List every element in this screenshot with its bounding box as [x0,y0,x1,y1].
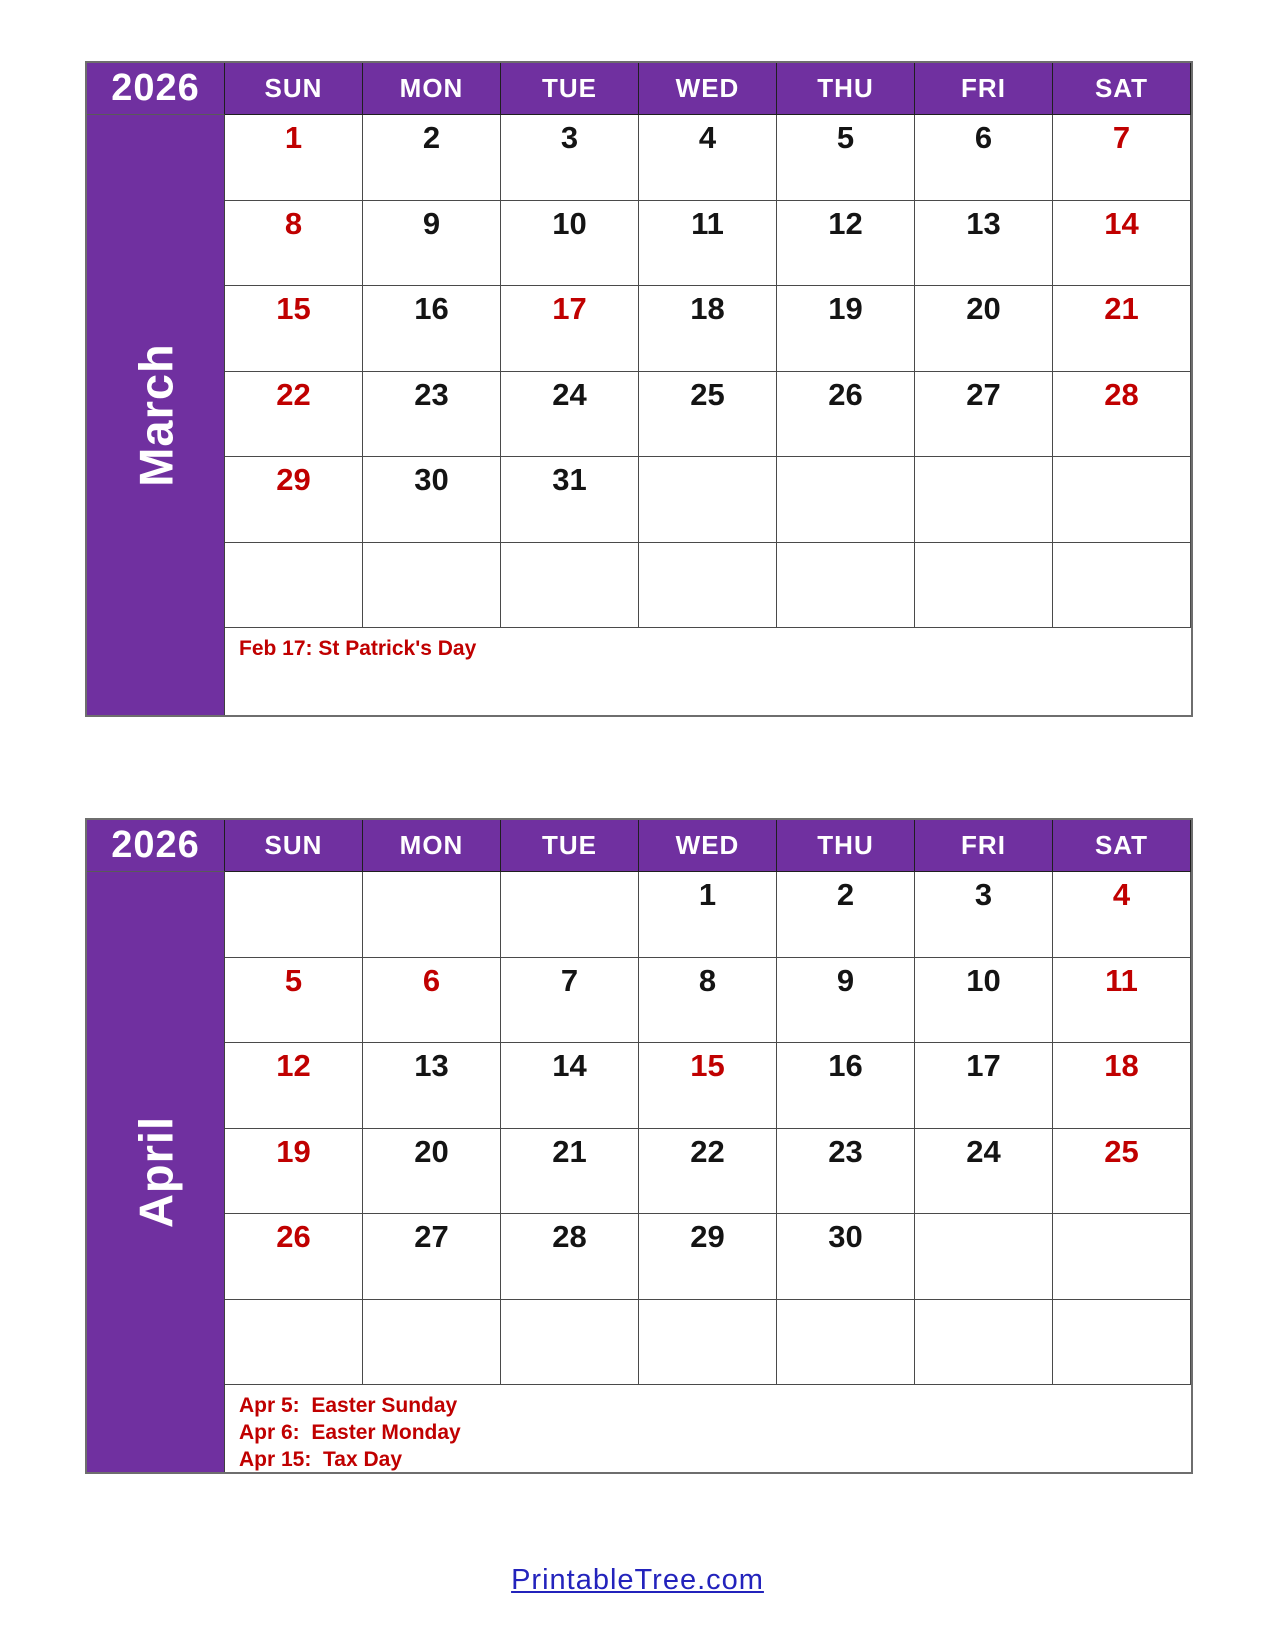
day-cell-april-4: 4 [1053,872,1191,958]
empty-day-cell [225,543,363,629]
day-cell-march-10: 10 [501,201,639,287]
day-cell-march-22: 22 [225,372,363,458]
weekday-header-wed: WED [639,63,777,115]
weekday-header-thu: THU [777,63,915,115]
day-cell-march-20: 20 [915,286,1053,372]
weekday-header-fri: FRI [915,820,1053,872]
day-cell-march-17: 17 [501,286,639,372]
day-cell-march-23: 23 [363,372,501,458]
day-cell-march-6: 6 [915,115,1053,201]
weekday-header-tue: TUE [501,63,639,115]
day-cell-march-11: 11 [639,201,777,287]
calendar-april [85,818,1193,1474]
day-cell-march-25: 25 [639,372,777,458]
day-cell-april-9: 9 [777,958,915,1044]
empty-day-cell [777,543,915,629]
day-cell-march-15: 15 [225,286,363,372]
weekday-header-fri: FRI [915,63,1053,115]
day-cell-march-12: 12 [777,201,915,287]
weekday-header-wed: WED [639,820,777,872]
empty-day-cell [777,457,915,543]
day-cell-march-13: 13 [915,201,1053,287]
weekday-header-sat: SAT [1053,820,1191,872]
year-cell-march: 2026 [87,63,225,115]
day-cell-march-19: 19 [777,286,915,372]
day-cell-march-3: 3 [501,115,639,201]
day-cell-march-28: 28 [1053,372,1191,458]
empty-day-cell [363,872,501,958]
empty-day-cell [1053,457,1191,543]
month-name-label: March [129,343,182,487]
holiday-notes-march [225,628,1191,715]
day-cell-april-27: 27 [363,1214,501,1300]
empty-day-cell [1053,1214,1191,1300]
weekday-header-tue: TUE [501,820,639,872]
holiday-notes-april [225,1385,1191,1472]
day-cell-april-29: 29 [639,1214,777,1300]
day-cell-april-25: 25 [1053,1129,1191,1215]
day-cell-march-24: 24 [501,372,639,458]
holiday-note: Apr 5: Easter Sunday [239,1394,458,1417]
holiday-note: Apr 15: Tax Day [239,1448,403,1471]
empty-day-cell [915,1300,1053,1386]
day-cell-march-16: 16 [363,286,501,372]
weekday-header-mon: MON [363,63,501,115]
day-cell-april-19: 19 [225,1129,363,1215]
weekday-header-sun: SUN [225,63,363,115]
weekday-header-sun: SUN [225,820,363,872]
empty-day-cell [639,543,777,629]
day-cell-march-30: 30 [363,457,501,543]
printabletree-link[interactable]: PrintableTree.com [511,1564,764,1596]
day-cell-april-24: 24 [915,1129,1053,1215]
day-cell-april-2: 2 [777,872,915,958]
empty-day-cell [501,543,639,629]
day-cell-march-18: 18 [639,286,777,372]
empty-day-cell [777,1300,915,1386]
month-sidebar-march [87,115,225,715]
day-cell-april-23: 23 [777,1129,915,1215]
day-cell-april-18: 18 [1053,1043,1191,1129]
day-cell-april-12: 12 [225,1043,363,1129]
empty-day-cell [639,1300,777,1386]
day-cell-march-7: 7 [1053,115,1191,201]
empty-day-cell [363,543,501,629]
day-cell-april-30: 30 [777,1214,915,1300]
day-cell-april-8: 8 [639,958,777,1044]
day-cell-april-5: 5 [225,958,363,1044]
day-cell-march-1: 1 [225,115,363,201]
day-cell-april-7: 7 [501,958,639,1044]
empty-day-cell [915,543,1053,629]
holiday-note: Apr 6: Easter Monday [239,1421,461,1444]
day-cell-march-9: 9 [363,201,501,287]
day-cell-april-14: 14 [501,1043,639,1129]
day-cell-march-26: 26 [777,372,915,458]
weekday-header-mon: MON [363,820,501,872]
day-cell-april-20: 20 [363,1129,501,1215]
day-cell-april-6: 6 [363,958,501,1044]
day-cell-april-21: 21 [501,1129,639,1215]
day-cell-april-26: 26 [225,1214,363,1300]
day-cell-march-21: 21 [1053,286,1191,372]
day-cell-march-31: 31 [501,457,639,543]
empty-day-cell [363,1300,501,1386]
holiday-note: Feb 17: St Patrick's Day [239,637,477,660]
day-cell-april-11: 11 [1053,958,1191,1044]
day-cell-april-17: 17 [915,1043,1053,1129]
empty-day-cell [225,872,363,958]
weekday-header-sat: SAT [1053,63,1191,115]
empty-day-cell [639,457,777,543]
footer [0,1564,1275,1597]
day-cell-april-28: 28 [501,1214,639,1300]
empty-day-cell [1053,1300,1191,1386]
empty-day-cell [915,1214,1053,1300]
empty-day-cell [501,872,639,958]
day-cell-march-29: 29 [225,457,363,543]
empty-day-cell [915,457,1053,543]
day-cell-april-15: 15 [639,1043,777,1129]
weekday-header-thu: THU [777,820,915,872]
day-cell-april-22: 22 [639,1129,777,1215]
day-cell-march-8: 8 [225,201,363,287]
empty-day-cell [501,1300,639,1386]
day-cell-april-1: 1 [639,872,777,958]
year-cell-april: 2026 [87,820,225,872]
day-cell-march-27: 27 [915,372,1053,458]
day-cell-march-5: 5 [777,115,915,201]
day-cell-april-3: 3 [915,872,1053,958]
month-name-label: April [129,1115,182,1229]
calendar-march [85,61,1193,717]
day-cell-april-10: 10 [915,958,1053,1044]
day-cell-march-2: 2 [363,115,501,201]
month-sidebar-april [87,872,225,1472]
empty-day-cell [1053,543,1191,629]
empty-day-cell [225,1300,363,1386]
day-cell-april-16: 16 [777,1043,915,1129]
day-cell-march-4: 4 [639,115,777,201]
day-cell-april-13: 13 [363,1043,501,1129]
day-cell-march-14: 14 [1053,201,1191,287]
